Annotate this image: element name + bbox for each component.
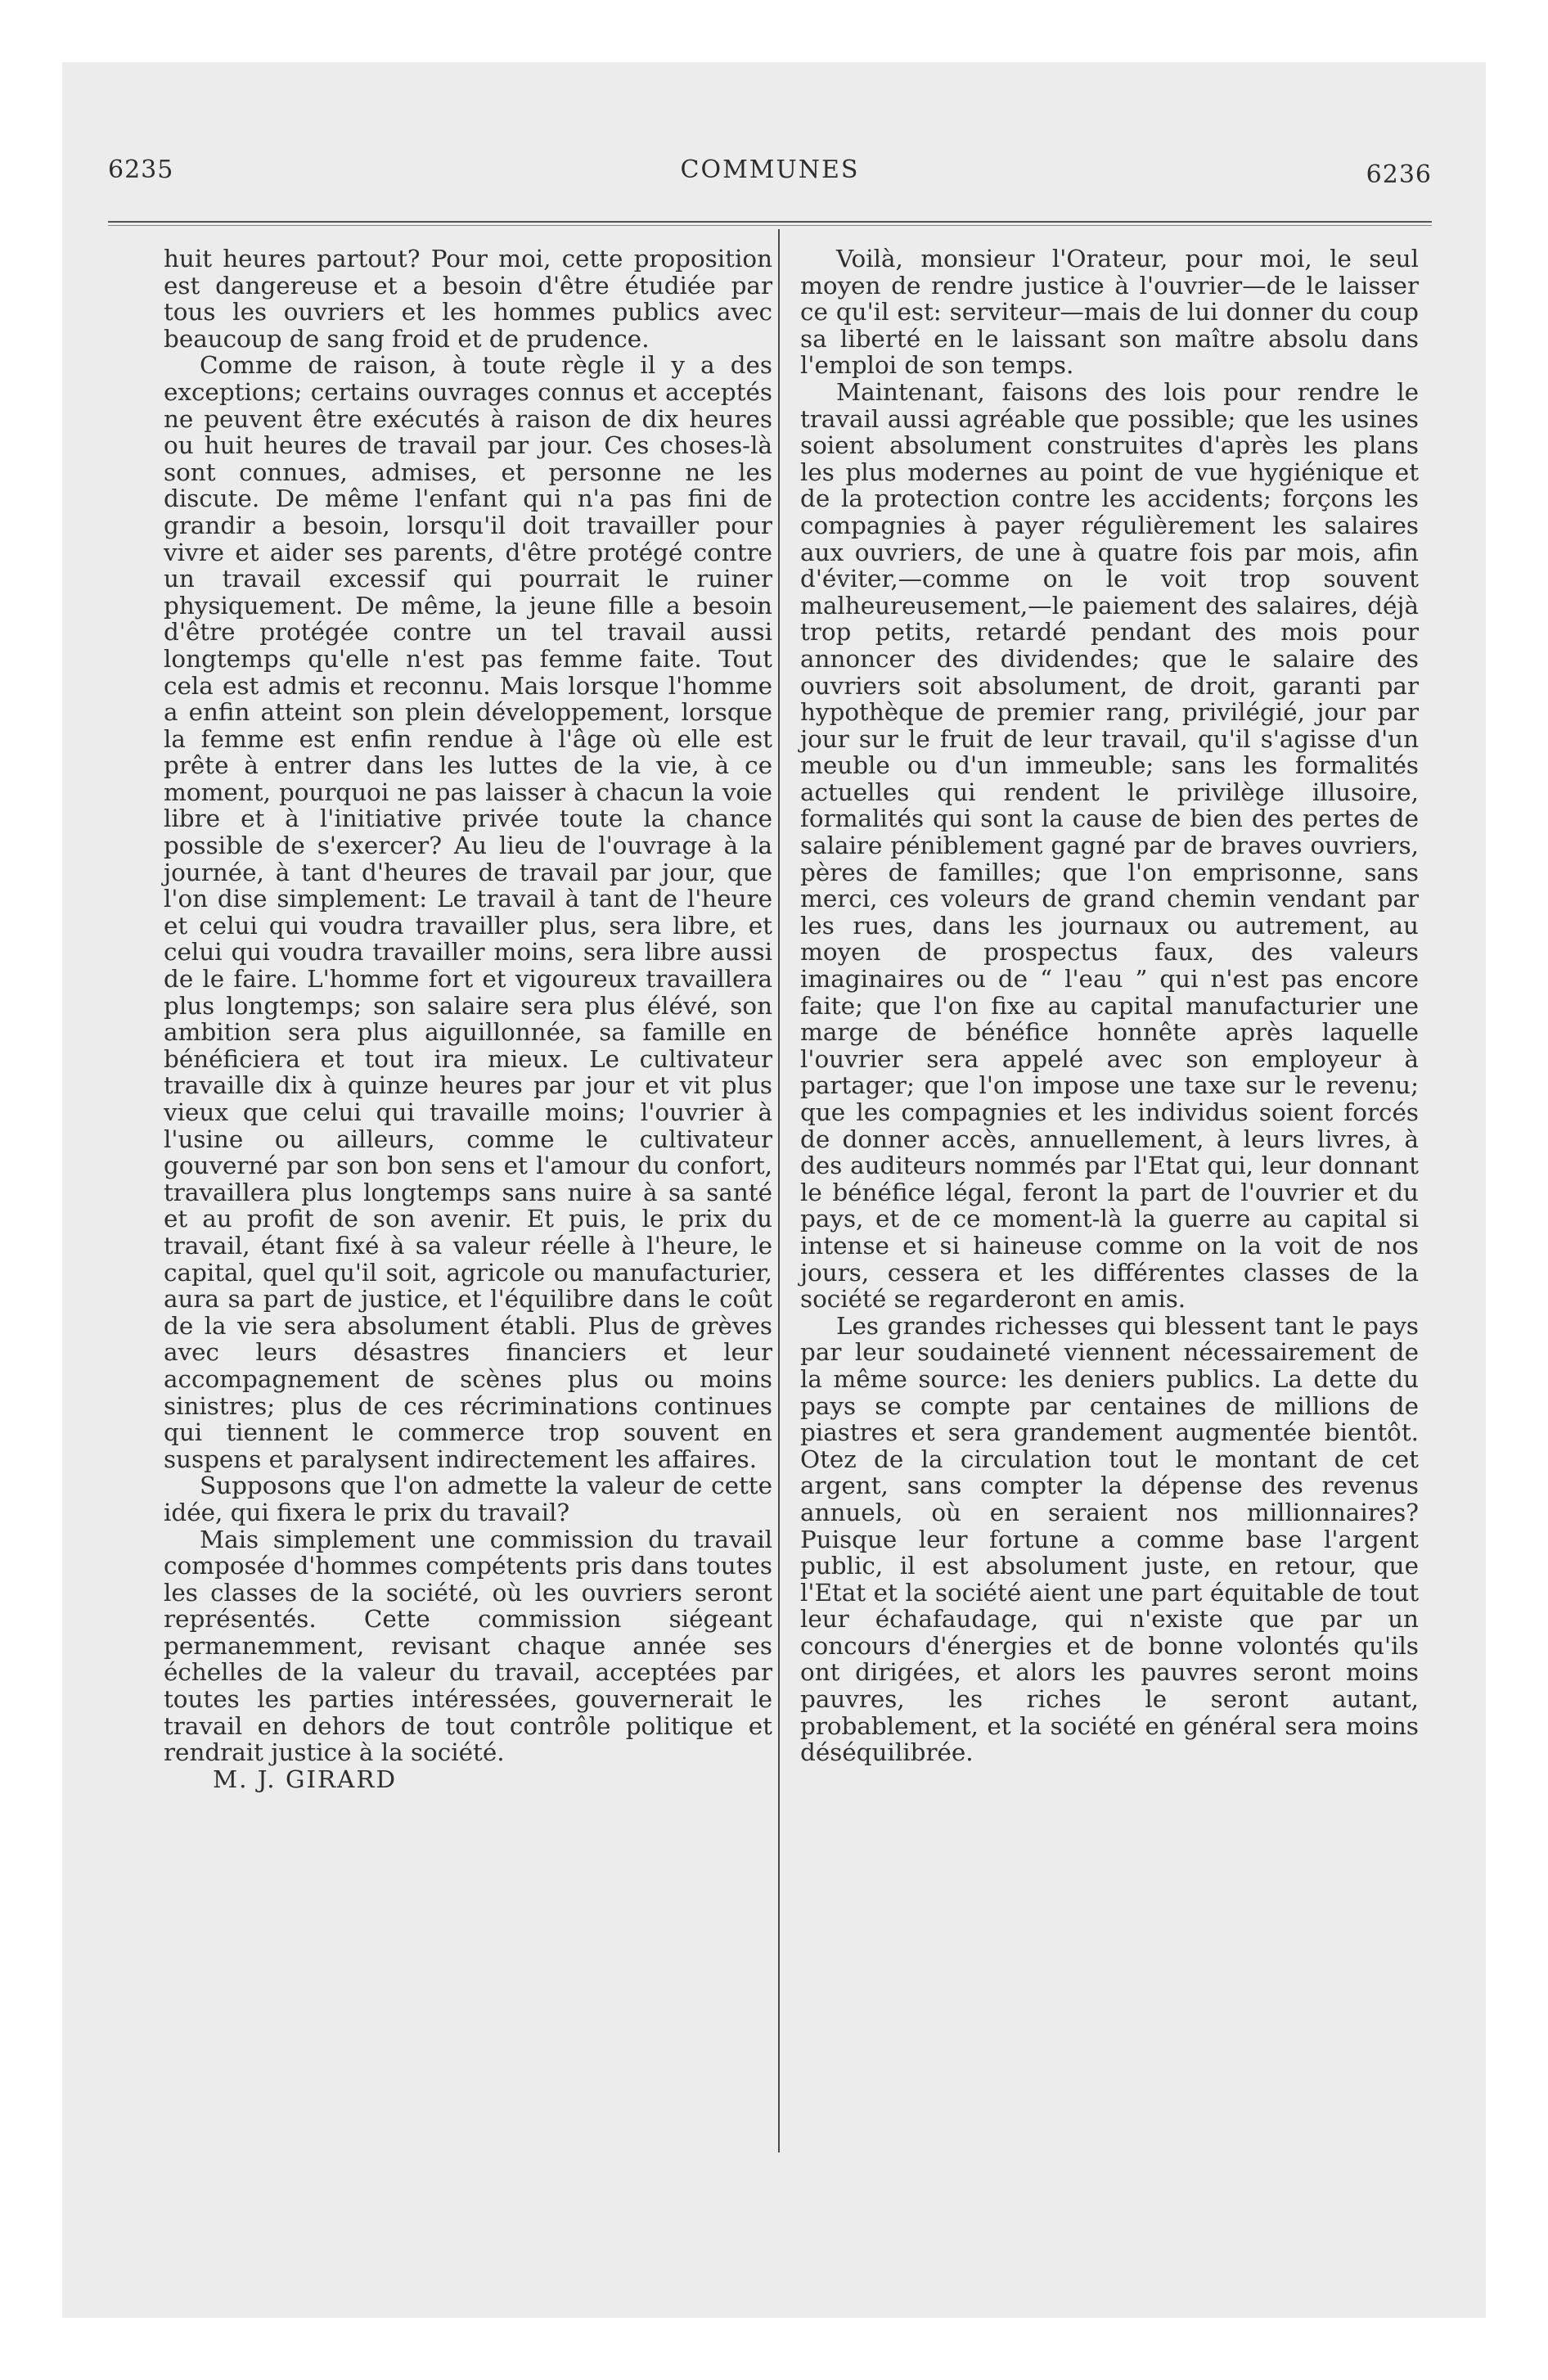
paragraph: Voilà, monsieur l'Orateur, pour moi, le seul moyen de rendre justice à l'ouvrier—de le laisser ce qu'il est: serviteur—mais de lui donner du coup sa liberté en le laissant son maître absolu dans l'emploi de son temps. <box>800 245 1419 380</box>
running-title: COMMUNES <box>680 156 860 184</box>
right-column <box>800 246 1419 1766</box>
page-number-right: 6236 <box>1366 160 1432 189</box>
paragraph: Mais simplement une commission du travail composée d'hommes compétents pris dans toutes les classes de la société, où les ouvriers seront représentés. Cette commission siégeant permanemment, revisant chaque année ses échelles de la valeur du travail, acceptées par toutes les parties intéressées, gouvernerait le travail en dehors de tout contrôle politique et rendrait justice à la société. <box>164 1525 772 1767</box>
signature: M. J. GIRARD <box>213 1765 398 1793</box>
page-number-left: 6235 <box>108 156 174 184</box>
paragraph: Les grandes richesses qui blessent tant le pays par leur soudaineté viennent nécessairement de la même source: les deniers publics. La dette du pays se compte par centaines de millions de piastres et sera grandement augmentée bientôt. Otez de la circulation tout le montant de cet argent, sans compter la dépense des revenus annuels, où en seraient nos millionnaires? Puisque leur fortune a comme base l'argent public, il est absolument juste, en retour, que l'Etat et la société aient une part équitable de tout leur échafaudage, qui n'existe que par un concours d'énergies et de bonne volontés qu'ils ont dirigées, et alors les pauvres seront moins pauvres, les riches le seront autant, probablement, et la société en général sera moins déséquilibrée. <box>800 1311 1419 1767</box>
paragraph: Supposons que l'on admette la valeur de cette idée, qui fixera le prix du travail? <box>164 1472 772 1526</box>
page-header <box>108 156 1432 196</box>
paragraph: huit heures partout? Pour moi, cette proposition est dangereuse et a besoin d'être étudiée par tous les ouvriers et les hommes publics avec beaucoup de sang froid et de prudence. <box>164 245 772 353</box>
paragraph: Comme de raison, à toute règle il y a des exceptions; certains ouvrages connus et acceptés ne peuvent être exécutés à raison de dix heures ou huit heures de travail par jour. Ces choses-là sont connues, admises, et personne ne les discute. De même l'enfant qui n'a pas fini de grandir a besoin, lorsqu'il doit travailler pour vivre et aider ses parents, d'être protégé contre un travail excessif qui pourrait le ruiner physiquement. De même, la jeune fille a besoin d'être protégée contre un tel travail aussi longtemps qu'elle n'est pas femme faite. Tout cela est admis et reconnu. Mais lorsque l'homme a enfin atteint son plein développement, lorsque la femme est enfin rendue à l'âge où elle est prête à entrer dans les luttes de la vie, à ce moment, pourquoi ne pas laisser à chacun la voie libre et à l'initiative privée toute la chance possible de s'exercer? Au lieu de l'ouvrage à la journée, à tant d'heures de travail par jour, que l'on dise simplement: Le travail à tant de l'heure et celui qui voudra travailler plus, sera libre, et celui qui voudra travailler moins, sera libre aussi de le faire. L'homme fort et vigoureux travaillera plus longtemps; son salaire sera plus élévé, son ambition sera plus aiguillonnée, sa famille en bénéficiera et tout ira mieux. Le cultivateur travaille dix à quinze heures par jour et vit plus vieux que celui qui travaille moins; l'ouvrier à l'usine ou ailleurs, comme le cultivateur gouverné par son bon sens et l'amour du confort, travaillera plus longtemps sans nuire à sa santé et au profit de son avenir. Et puis, le prix du travail, étant fixé à sa valeur réelle à l'heure, le capital, quel qu'il soit, agricole ou manufacturier, aura sa part de justice, et l'équilibre dans le coût de la vie sera absolument établi. Plus de grèves avec leurs désastres financiers et leur accompagnement de scènes plus ou moins sinistres; plus de ces récriminations continues qui tiennent le commerce trop souvent en suspens et paralysent indirectement les affaires. <box>164 351 772 1473</box>
left-column <box>164 246 772 1792</box>
column-divider <box>778 229 780 2152</box>
header-rule <box>108 221 1432 226</box>
paragraph: Maintenant, faisons des lois pour rendre le travail aussi agréable que possible; que les usines soient absolument construites d'après les plans les plus modernes au point de vue hygiénique et de la protection contre les accidents; forçons les compagnies à payer régulièrement les salaires aux ouvriers, de une à quatre fois par mois, afin d'éviter,—comme on le voit trop souvent malheureusement,—le paiement des salaires, déjà trop petits, retardé pendant des mois pour annoncer des dividendes; que le salaire des ouvriers soit absolument, de droit, garanti par hypothèque de premier rang, privilégié, jour par jour sur le fruit de leur travail, qu'il s'agisse d'un meuble ou d'un immeuble; sans les formalités actuelles qui rendent le privilège illusoire, formalités qui sont la cause de bien des pertes de salaire péniblement gagné par de braves ouvriers, pères de familles; que l'on emprisonne, sans merci, ces voleurs de grand chemin vendant par les rues, dans les journaux ou autrement, au moyen de prospectus faux, des valeurs imaginaires ou de “ l'eau ” qui n'est pas encore faite; que l'on fixe au capital manufacturier une marge de bénéfice honnête après laquelle l'ouvrier sera appelé avec son employeur à partager; que l'on impose une taxe sur le revenu; que les compagnies et les individus soient forcés de donner accès, annuellement, à leurs livres, à des auditeurs nommés par l'Etat qui, leur donnant le bénéfice légal, feront la part de l'ouvrier et du pays, et de ce moment-là la guerre au capital si intense et si haineuse comme on la voit de nos jours, cessera et les différentes classes de la société se regarderont en amis. <box>800 377 1419 1314</box>
